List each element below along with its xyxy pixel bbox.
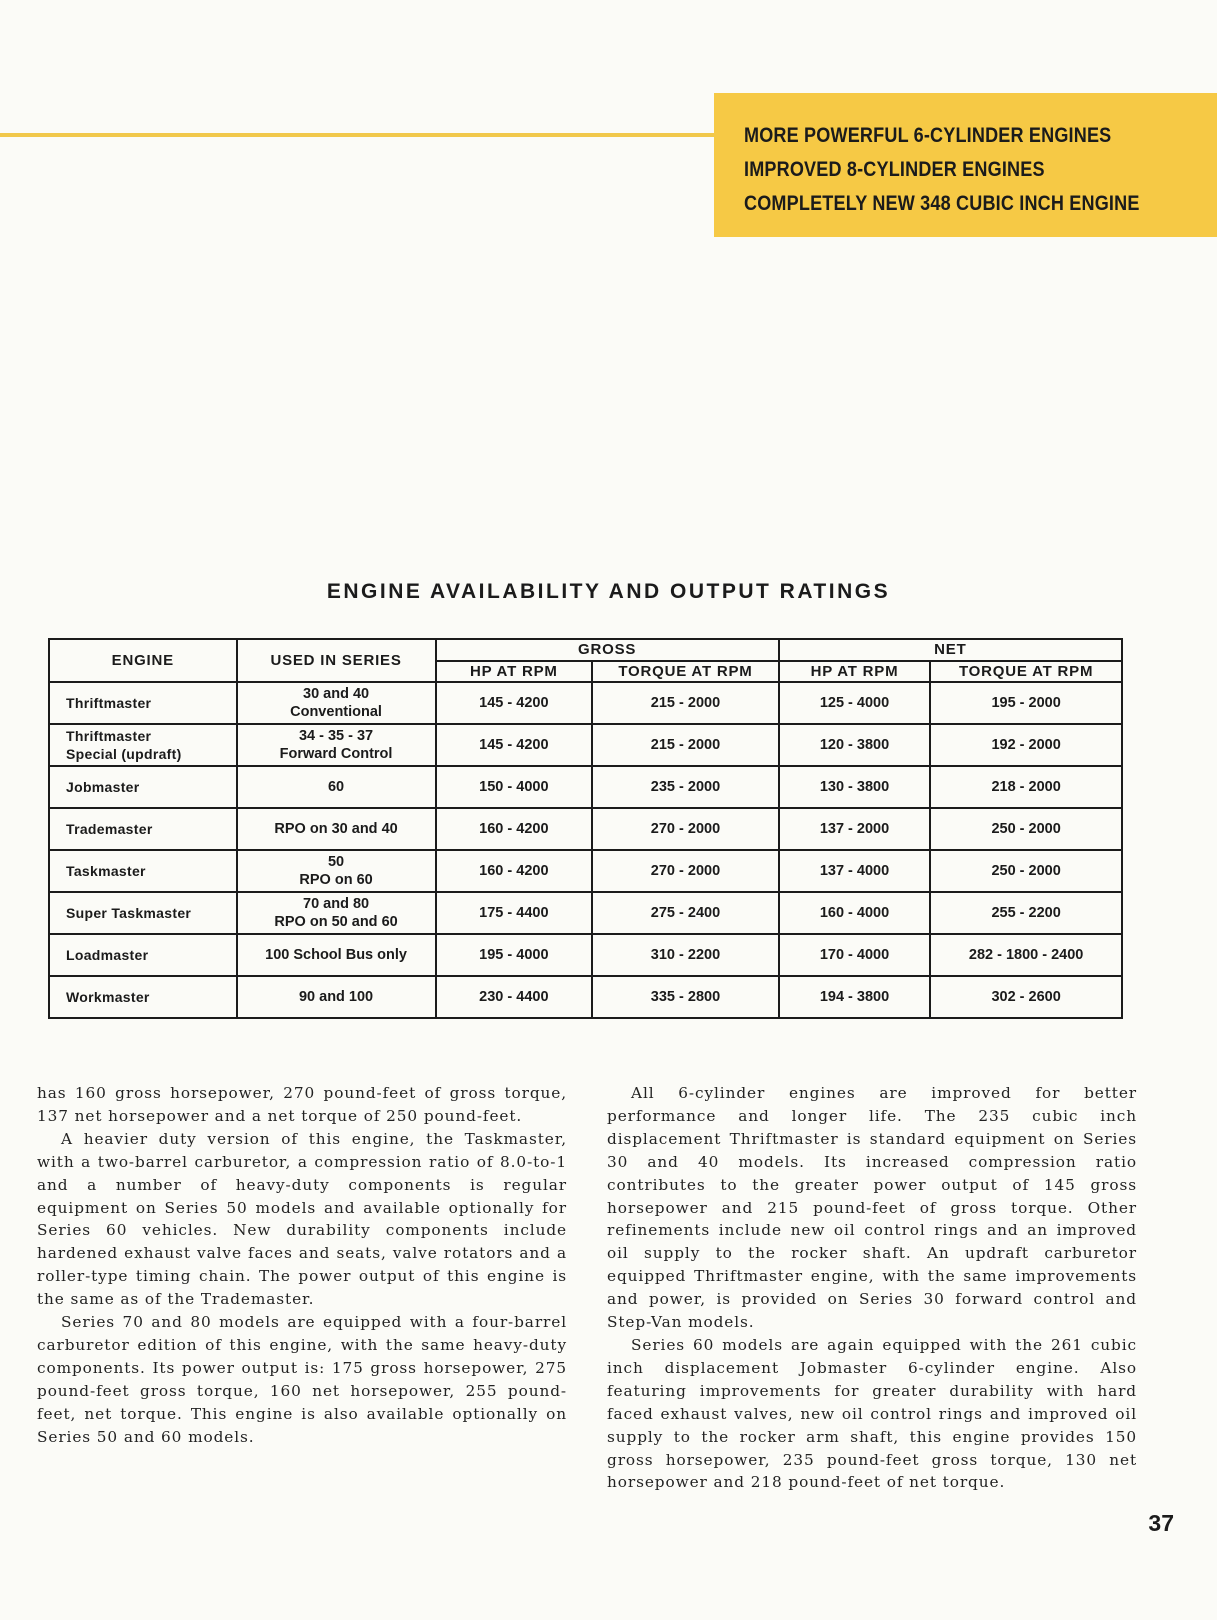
gross-torque-cell: 335 - 2800 xyxy=(592,976,779,1018)
body-column-left xyxy=(37,1082,567,1449)
net-hp-cell: 160 - 4000 xyxy=(779,892,931,934)
cell-line: Special (updraft) xyxy=(66,746,182,762)
gross-torque-cell: 275 - 2400 xyxy=(592,892,779,934)
cell-line: Taskmaster xyxy=(66,863,146,879)
net-torque-cell: 192 - 2000 xyxy=(930,724,1122,766)
net-hp-cell: 170 - 4000 xyxy=(779,934,931,976)
table-row xyxy=(49,850,1122,892)
header-gross: GROSS xyxy=(436,639,779,661)
table-row xyxy=(49,724,1122,766)
table-title: ENGINE AVAILABILITY AND OUTPUT RATINGS xyxy=(326,580,891,603)
cell-line: Thriftmaster xyxy=(66,728,152,744)
engine-cell xyxy=(49,934,237,976)
table-row xyxy=(49,808,1122,850)
series-cell xyxy=(237,892,436,934)
engine-cell xyxy=(49,724,237,766)
banner-line: COMPLETELY NEW 348 CUBIC INCH ENGINE xyxy=(744,192,1140,215)
net-hp-cell: 137 - 4000 xyxy=(779,850,931,892)
paragraph: Series 70 and 80 models are equipped with a four-barrel carburetor edition of this engine, with the same heavy-duty components. Its power output is: 175 gross horsepower, 275 pound-feet gross torque, 160 net horsepower, 255 pound-feet, net torque. This engine is also available optionally on Series 50 and 60 models. xyxy=(37,1313,567,1446)
table-row xyxy=(49,766,1122,808)
net-torque-cell: 195 - 2000 xyxy=(930,682,1122,724)
net-hp-cell: 125 - 4000 xyxy=(779,682,931,724)
table-row xyxy=(49,892,1122,934)
cell-line: 90 and 100 xyxy=(298,989,374,1005)
net-hp-cell: 194 - 3800 xyxy=(779,976,931,1018)
header-gross-torque: TORQUE AT RPM xyxy=(592,661,779,682)
cell-line: Trademaster xyxy=(66,821,153,837)
engine-cell xyxy=(49,850,237,892)
cell-line: Forward Control xyxy=(279,746,393,762)
engine-cell xyxy=(49,892,237,934)
gross-torque-cell: 215 - 2000 xyxy=(592,724,779,766)
series-cell xyxy=(237,766,436,808)
cell-line: 60 xyxy=(327,779,345,795)
gross-hp-cell: 160 - 4200 xyxy=(436,850,593,892)
banner-line: MORE POWERFUL 6-CYLINDER ENGINES xyxy=(744,124,1112,147)
net-hp-cell: 137 - 2000 xyxy=(779,808,931,850)
cell-line: RPO on 50 and 60 xyxy=(274,914,398,930)
banner-line: IMPROVED 8-CYLINDER ENGINES xyxy=(744,158,1045,181)
net-torque-cell: 282 - 1800 - 2400 xyxy=(930,934,1122,976)
header-engine: ENGINE xyxy=(49,639,237,682)
net-hp-cell: 130 - 3800 xyxy=(779,766,931,808)
series-cell xyxy=(237,808,436,850)
page-number: 37 xyxy=(1148,1510,1174,1536)
paragraph: has 160 gross horsepower, 270 pound-feet of gross torque, 137 net horsepower and a net torque of 250 pound-feet. xyxy=(37,1084,567,1125)
cell-line: Jobmaster xyxy=(66,779,140,795)
yellow-rule xyxy=(0,133,716,137)
engine-cell xyxy=(49,808,237,850)
gross-hp-cell: 175 - 4400 xyxy=(436,892,593,934)
gross-hp-cell: 195 - 4000 xyxy=(436,934,593,976)
net-hp-cell: 120 - 3800 xyxy=(779,724,931,766)
engine-cell xyxy=(49,976,237,1018)
paragraph: Series 60 models are again equipped with the 261 cubic inch displacement Jobmaster 6-cylinder engine. Also featuring improvements for greater durability with hard faced exhaust valves, new oil control rings and improved oil supply to the rocker arm shaft, this engine provides 150 gross horsepower, 235 pound-feet gross torque, 130 net horsepower and 218 pound-feet of net torque. xyxy=(607,1335,1137,1492)
engine-cell xyxy=(49,766,237,808)
series-cell xyxy=(237,976,436,1018)
net-torque-cell: 218 - 2000 xyxy=(930,766,1122,808)
cell-line: Super Taskmaster xyxy=(66,905,192,921)
header-gross-hp: HP AT RPM xyxy=(436,661,593,682)
header-net-torque: TORQUE AT RPM xyxy=(930,661,1122,682)
table-row xyxy=(49,682,1122,724)
cell-line: 34 - 35 - 37 xyxy=(298,728,374,744)
series-cell xyxy=(237,850,436,892)
gross-hp-cell: 150 - 4000 xyxy=(436,766,593,808)
highlights-banner xyxy=(714,93,1217,237)
table-row xyxy=(49,934,1122,976)
series-cell xyxy=(237,934,436,976)
gross-hp-cell: 230 - 4400 xyxy=(436,976,593,1018)
series-cell xyxy=(237,724,436,766)
series-cell xyxy=(237,682,436,724)
net-torque-cell: 302 - 2600 xyxy=(930,976,1122,1018)
body-column-right xyxy=(607,1082,1137,1494)
cell-line: 30 and 40 xyxy=(303,686,370,702)
gross-torque-cell: 310 - 2200 xyxy=(592,934,779,976)
paragraph: All 6-cylinder engines are improved for better performance and longer life. The 235 cubic inch displacement Thriftmaster is standard equipment on Series 30 and 40 models. Its increased compression ratio contributes to the greater power output of 145 gross horsepower and 215 pound-feet of gross torque. Other refinements include new oil control rings and an improved oil supply to the rocker shaft. An updraft carburetor equipped Thriftmaster engine, with the same improvements and power, is provided on Series 30 forward control and Step-Van models. xyxy=(607,1084,1137,1332)
engine-cell xyxy=(49,682,237,724)
table-row xyxy=(49,976,1122,1018)
table-body xyxy=(49,682,1122,1018)
header-used-in-series: USED IN SERIES xyxy=(237,639,436,682)
header-net-hp: HP AT RPM xyxy=(779,661,931,682)
cell-line: RPO on 60 xyxy=(299,872,373,888)
gross-hp-cell: 145 - 4200 xyxy=(436,682,593,724)
gross-torque-cell: 215 - 2000 xyxy=(592,682,779,724)
cell-line: 100 School Bus only xyxy=(265,947,407,963)
cell-line: 50 xyxy=(327,854,345,870)
gross-torque-cell: 270 - 2000 xyxy=(592,808,779,850)
cell-line: 70 and 80 xyxy=(303,896,370,912)
cell-line: RPO on 30 and 40 xyxy=(274,821,398,837)
gross-hp-cell: 145 - 4200 xyxy=(436,724,593,766)
cell-line: Conventional xyxy=(290,704,382,720)
net-torque-cell: 250 - 2000 xyxy=(930,808,1122,850)
net-torque-cell: 250 - 2000 xyxy=(930,850,1122,892)
gross-torque-cell: 235 - 2000 xyxy=(592,766,779,808)
cell-line: Thriftmaster xyxy=(66,695,152,711)
header-net: NET xyxy=(779,639,1122,661)
engine-ratings-table xyxy=(48,638,1123,1019)
net-torque-cell: 255 - 2200 xyxy=(930,892,1122,934)
gross-torque-cell: 270 - 2000 xyxy=(592,850,779,892)
cell-line: Workmaster xyxy=(66,989,150,1005)
paragraph: A heavier duty version of this engine, the Taskmaster, with a two-barrel carburetor, a compression ratio of 8.0-to-1 and a number of heavy-duty components is regular equipment on Series 50 models and available optionally for Series 60 vehicles. New durability components include hardened exhaust valve faces and seats, valve rotators and a roller-type timing chain. The power output of this engine is the same as of the Trademaster. xyxy=(37,1129,567,1309)
cell-line: Loadmaster xyxy=(66,947,149,963)
gross-hp-cell: 160 - 4200 xyxy=(436,808,593,850)
